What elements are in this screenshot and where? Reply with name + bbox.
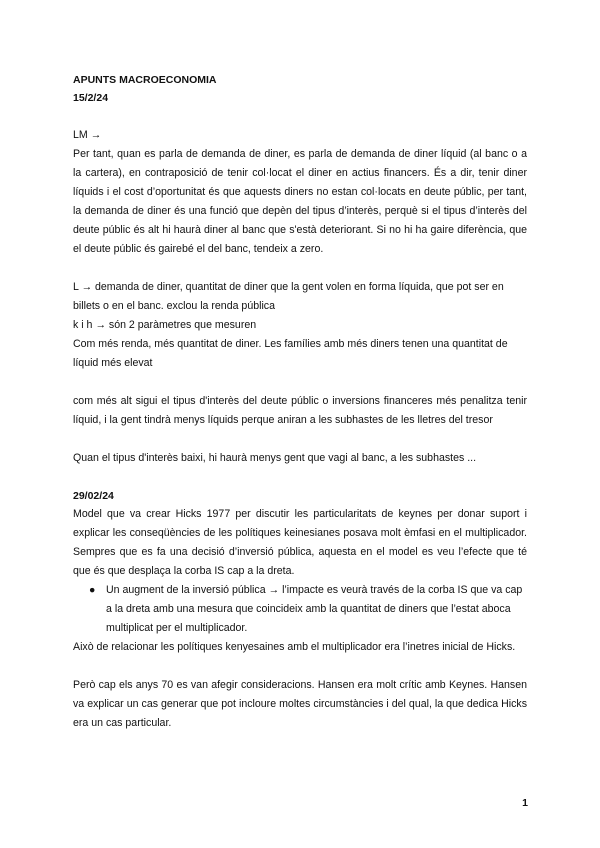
paragraph-hansen: Però cap els anys 70 es van afegir consideracions. Hansen era molt crític amb Keynes. Hansen va explicar un cas generar que pot incloure moltes circumstàncies i del qual, la que dedica Hicks era un cas particular. — [73, 679, 527, 729]
spacer — [73, 657, 527, 676]
spacer — [73, 373, 527, 392]
paragraph-hicks-model: Model que va crear Hicks 1977 per discutir les particularitats de keynes per donar suport i explicar les conseqüències de les polítiques keinesianes posava molt èmfasi en el multiplicador. Sempres que es fa una decisió d’inversió pública, aquesta en el model es veu l’efecte que té que és que desplaça la corba IS cap a la dreta. — [73, 508, 527, 577]
paragraph-interest-rate-low: Quan el tipus d'interès baixi, hi haurà menys gent que vagi al banc, a les subhastes ... — [73, 452, 477, 464]
list-item — [73, 581, 527, 638]
lm-heading: LM → — [73, 129, 102, 141]
bullet-icon: ● — [89, 584, 96, 596]
paragraph-income-money: Com més renda, més quantitat de diner. Les famílies amb més diners tenen una quantitat de líquid més elevat — [73, 338, 508, 369]
document-title: APUNTS MACROECONOMIA — [73, 74, 217, 86]
paragraph-keynesian-multiplier: Això de relacionar les polítiques kenyesaines amb el multiplicador era l’inetres inicial de Hicks. — [73, 641, 516, 653]
section-date-2: 29/02/24 — [73, 490, 114, 502]
bullet-list — [73, 581, 527, 638]
section-date-1: 15/2/24 — [73, 92, 109, 104]
document-page — [73, 71, 527, 733]
paragraph-interest-rate-high: com més alt sigui el tipus d'interès del deute públic o inversions financeres més penalitza tenir líquid, i la gent tindrà menys líquids perque aniran a les subhastes de les lletres del tresor — [73, 395, 527, 426]
paragraph-k-h-parameters: k i h → són 2 paràmetres que mesuren — [73, 319, 257, 331]
spacer — [73, 430, 527, 449]
paragraph-l-definition: L → demanda de diner, quantitat de diner que la gent volen en forma líquida, que pot ser en billets o en el banc. exclou la renda pública — [73, 281, 504, 312]
spacer — [73, 468, 527, 487]
list-item-text: Un augment de la inversió pública → l’impacte es veurà través de la corba IS que va cap a la dreta amb una mesura que coincideix amb la quantitat de diners que l’estat aboca multiplicat per el multiplicador. — [106, 584, 523, 634]
spacer — [73, 259, 527, 278]
paragraph-money-demand: Per tant, quan es parla de demanda de diner, es parla de demanda de diner líquid (al banc o a la cartera), en contraposició de tenir col·locat el diner en actius financers. És a dir, tenir diner líquids i el cost d’oportunitat és que aquests diners no estan col·locats en deute públic, per tant, la demanda de diner és una funció que depèn del tipus d’interès, perquè si el tipus d’interès del deute públic és alt hi haurà diner al banc que s'està deteriorant. Si no hi ha gaire diferència, que el deute públic és gairebé el del banc, tendeix a zero. — [73, 148, 527, 255]
page-number: 1 — [522, 797, 528, 809]
spacer — [73, 107, 527, 126]
